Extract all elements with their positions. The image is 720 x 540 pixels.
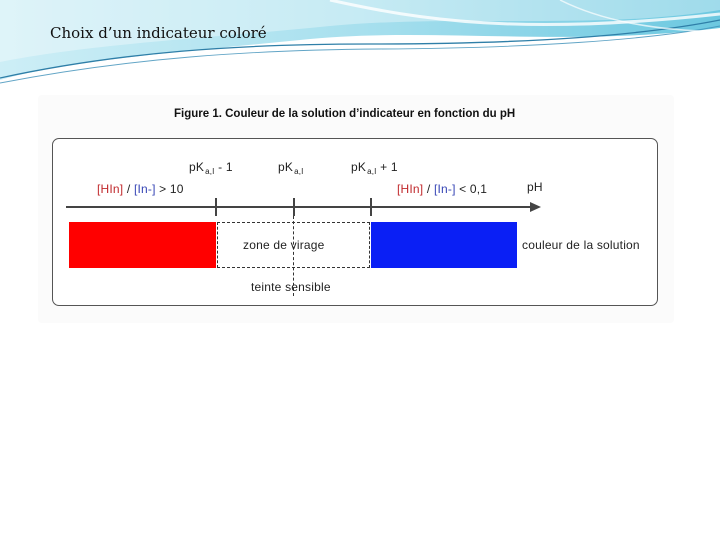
sensitive-tint-label: teinte sensible <box>251 280 331 294</box>
axis-tick-pka-plus-1 <box>370 198 372 216</box>
axis-tick-pka <box>293 198 295 216</box>
transition-zone-label: zone de virage <box>243 238 325 252</box>
acid-color-bar <box>69 222 216 268</box>
slide-title: Choix d’un indicateur coloré <box>50 24 267 42</box>
ph-axis-line <box>66 206 532 208</box>
pka-minus-1-label: $pK_{a,I} - 1$ <box>189 160 233 176</box>
solution-color-label: couleur de la solution <box>522 238 640 252</box>
base-color-bar <box>371 222 517 268</box>
axis-tick-pka-minus-1 <box>215 198 217 216</box>
header-swoosh-decoration <box>0 0 720 90</box>
ph-axis-arrow-icon <box>530 202 541 212</box>
acid-ratio-condition: [HIn] / [In-] > 10 <box>97 182 184 196</box>
figure-caption: Figure 1. Couleur de la solution d’indicateur en fonction du pH <box>174 108 516 120</box>
base-ratio-condition: [HIn] / [In-] < 0,1 <box>397 182 488 196</box>
pka-label: $pK_{a,I}$ <box>278 160 304 176</box>
ph-axis-label: pH <box>527 180 543 194</box>
pka-plus-1-label: $pK_{a,I} + 1$ <box>351 160 398 176</box>
